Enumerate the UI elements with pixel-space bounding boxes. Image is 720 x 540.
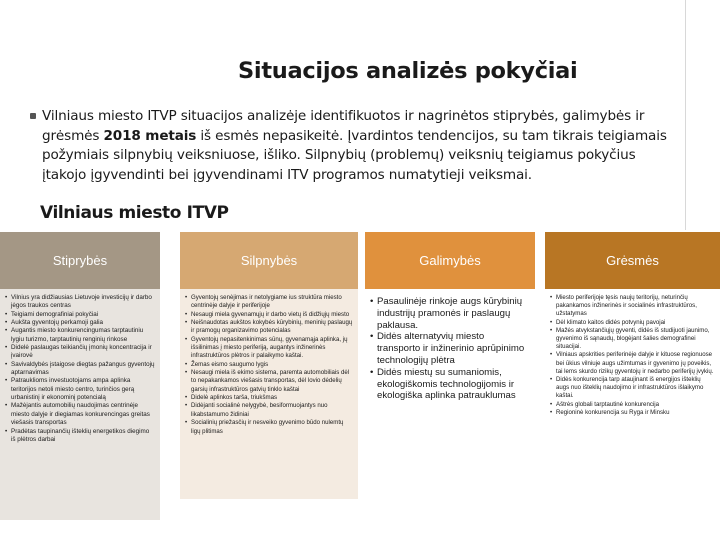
list-item: • Aštrės globali tarptautinė konkurencija <box>550 401 715 409</box>
list-item: • Didės konkurencija tarp ataujinant iš energijos išteklių augs nuo išteklių naudojimo ir infrastruktūros išlaikymo kaštai. <box>550 376 715 401</box>
list-item: • Dėl klimato kaitos didės potvynių pavojai <box>550 319 715 327</box>
list-item: • Didės alternatyvių miesto transporto ir inžinerinio aprūpinimo technologijų plėtra <box>370 331 530 366</box>
list-item: • Augantis miesto konkurencingumas tarptautiniu lygiu turizmo, tarptautinių renginių rinkose <box>5 327 155 344</box>
square-bullet-icon <box>30 113 36 119</box>
list-item: • Miesto periferijoje tęsis naujų teritorijų, neturinčių pakankamos inžinerinės ir socialinės infrastruktūros, užstatymas <box>550 294 715 319</box>
intro-paragraph <box>42 107 680 185</box>
list-item: • Gyventojų senėjimas ir netolygiame ius struktūra miesto centrinėje dalyje ir periferijoje <box>185 294 353 311</box>
list-item: • Nesaugi miela iš ekimo sistema, paremta automobiliais dėl to nepakankamos viešasis transportas, dėl lovio dėdelių garsių infrastruktūros gatvių tinklo kaštai <box>185 369 353 394</box>
swot-strengths-column <box>0 232 160 520</box>
intro-text-bold: 2018 metais <box>103 127 197 144</box>
list-item: • Vilnius yra didžiausias Lietuvoje investicijų ir darbo jėgos traukos centras <box>5 294 155 311</box>
opportunities-list <box>370 296 530 402</box>
intro-text-after: iš esmės nepasikeitė. Įvardintos tendencijos, su tam tikrais teigiamais požymiais silpnybių veiksniuose, išliko. Silpnybių (problemų) veiksnių teigiamus pokyčius įtakojo įgyvendinti bei įgyvendinami ITV programos numatytieji veiksmai. <box>42 127 667 183</box>
list-item: • Didelė paslaugas teikiančių įmonių koncentracija ir įvairovė <box>5 344 155 361</box>
list-item: • Aukšta gyventojų perkamoji galia <box>5 319 155 327</box>
list-item: • Didelė aplinkos tarša, triukšmas <box>185 394 353 402</box>
slide-title: Situacijos analizės pokyčiai <box>238 58 578 84</box>
list-item: • Mažėjantis automobilių naudojimas centrinėje miesto dalyje ir diegiamas konkurencingas greitas viešasis transportas <box>5 402 155 427</box>
list-item: • Mažės atvykstančiųjų gyventi, didės iš studijuoti jaunimo, gyvenimo iš sąnaudų, blogėjant šalies demografinei situacijai. <box>550 327 715 352</box>
list-item: • Didės miestų su sumaniomis, ekologiškomis technologijomis ir ekologiška aplinka patrauklumas <box>370 367 530 402</box>
swot-threats-column <box>545 232 720 423</box>
list-item: • Regioninė konkurencija su Ryga ir Minsku <box>550 409 715 417</box>
list-item: • Neišnaudotas aukštos kokybės kūrybinių, meninių paslaugų ir pramogų organizavimo potencialas <box>185 319 353 336</box>
weaknesses-heading: Silpnybės <box>180 232 358 289</box>
swot-weaknesses-column <box>180 232 358 499</box>
threats-list <box>550 294 715 417</box>
list-item: • Patrauklioms investuotojams ampa aplinka teritorijos netoli miesto centro, turinčios gerą urbanistinį ir ekonominį potencialą <box>5 377 155 402</box>
divider-line <box>685 0 686 230</box>
list-item: • Nesaugi miela gyvenamųjų ir darbo vietų iš didžiųjų miesto <box>185 311 353 319</box>
list-item: • Žemas eismo saugumo lygis <box>185 361 353 369</box>
strengths-list <box>5 294 155 444</box>
list-item: • Vilniaus apskrities periferinėje dalyje ir kituose regionuose bei ūkius vilniuje augs užimtumas ir gyvenimo jų poveikis, tai lems skurdo rizikų gyventojų ir nedarbo periferijų įvykių. <box>550 351 715 376</box>
strengths-heading: Stiprybės <box>0 232 160 289</box>
opportunities-body <box>365 289 535 408</box>
swot-opportunities-column <box>365 232 535 408</box>
list-item: • Savivaldybės įstaigose diegtas pažangus gyventojų aptarnavimas <box>5 361 155 378</box>
list-item: • Teigiami demografiniai pokyčiai <box>5 311 155 319</box>
list-item: • Pasaulinėje rinkoje augs kūrybinių industrijų pramonės ir paslaugų paklausa. <box>370 296 530 331</box>
list-item: • Socialinių priežasčių ir nesveiko gyvenimo būdo nulemtų ligų plitimas <box>185 419 353 436</box>
threats-heading: Grėsmės <box>545 232 720 289</box>
strengths-body <box>0 289 160 520</box>
intro-text-before: Vilniaus miesto ITVP situacijos analizėje identifikuotos ir nagrinėtos stiprybės, galimybės ir grėsmės <box>42 108 645 144</box>
weaknesses-list <box>185 294 353 436</box>
section-subtitle: Vilniaus miesto ITVP <box>40 203 229 223</box>
list-item: • Gyventojų nepasitenkinimas sūnų, gyvenamąja aplinka, jų išsilinimas į miesto periferiją, augantys inžinerinės infrastruktūros plėtros ir palaikymo kaštai. <box>185 336 353 361</box>
weaknesses-body <box>180 289 358 499</box>
threats-body <box>545 289 720 423</box>
intro-bullet <box>30 107 680 185</box>
opportunities-heading: Galimybės <box>365 232 535 289</box>
list-item: • Pradėtas taupinančių išteklių energetikos diegimo iš plėtros darbai <box>5 428 155 445</box>
list-item: • Didėjanti socialinė nelygybė, besiformuojantys nuo likabstamumo židiniai <box>185 402 353 419</box>
